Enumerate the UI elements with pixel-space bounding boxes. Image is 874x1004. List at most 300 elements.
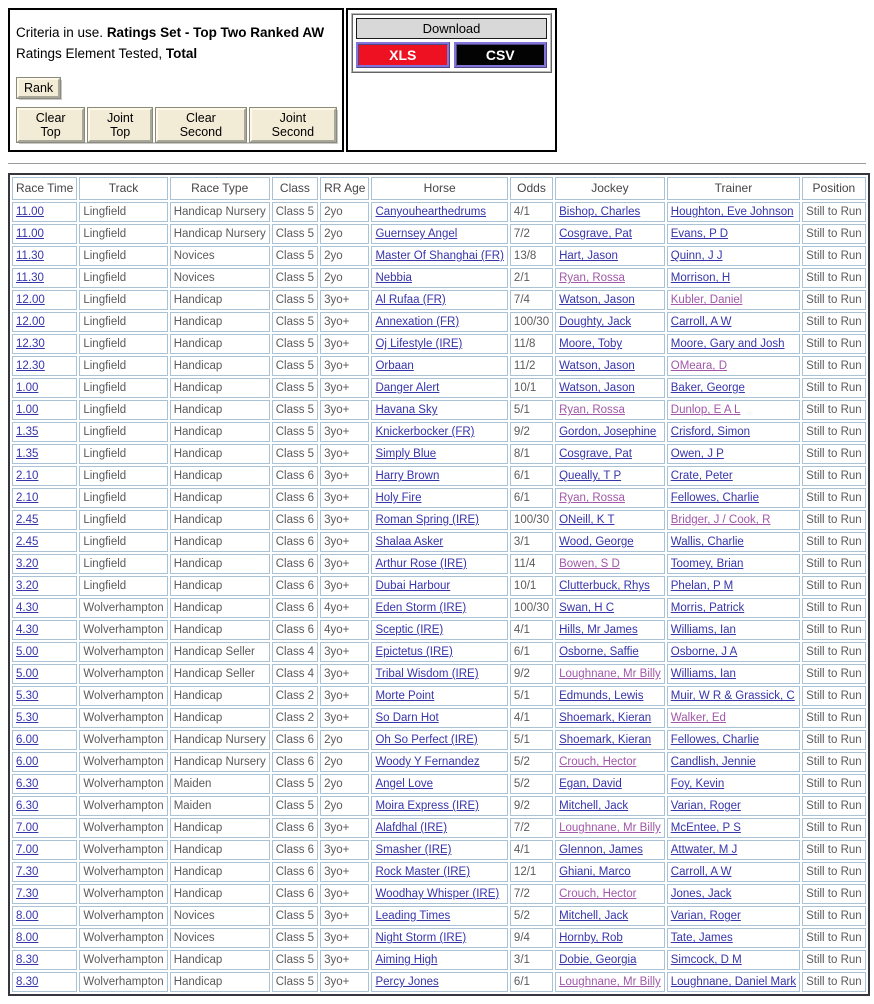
jockey-link-cell (555, 356, 665, 376)
class-cell: Class 6 (272, 620, 318, 640)
race-time-link[interactable]: 12.30 (16, 360, 45, 372)
trainer-link[interactable]: Owen, J P (670, 448, 724, 460)
trainer-link[interactable]: Simcock, D M (670, 954, 742, 966)
trainer-link[interactable]: Kubler, Daniel (670, 294, 743, 306)
rr-age-cell: 3yo+ (320, 840, 369, 860)
horse-link-cell (371, 422, 507, 442)
track-cell: Wolverhampton (79, 950, 167, 970)
track-cell: Lingfield (79, 356, 167, 376)
joint-top-button[interactable]: Joint Top (88, 108, 152, 142)
horse-link[interactable]: Alafdhal (IRE) (375, 822, 448, 834)
race-time-link-cell (12, 378, 77, 398)
race-time-link[interactable]: 5.00 (16, 668, 39, 680)
column-header-trainer: Trainer (667, 177, 800, 200)
jockey-link[interactable]: Loughnane, Mr Billy (559, 668, 661, 680)
class-cell: Class 2 (272, 708, 318, 728)
horse-link[interactable]: Leading Times (375, 910, 451, 922)
horse-link[interactable]: Harry Brown (375, 470, 440, 482)
table-row (12, 950, 866, 970)
column-header-class: Class (272, 177, 318, 200)
jockey-link-cell (555, 862, 665, 882)
trainer-link[interactable]: Morris, Patrick (670, 602, 745, 614)
jockey-link[interactable]: Hornby, Rob (559, 932, 623, 944)
race-time-link-cell (12, 268, 77, 288)
table-row (12, 466, 866, 486)
position-cell: Still to Run (802, 202, 866, 222)
jockey-link[interactable]: Bowen, S D (559, 558, 620, 570)
jockey-link-cell (555, 510, 665, 530)
jockey-link[interactable]: Osborne, Saffie (559, 646, 639, 658)
jockey-link[interactable]: Edmunds, Lewis (559, 690, 644, 702)
download-inner (351, 13, 552, 73)
race-time-link[interactable]: 4.30 (16, 624, 39, 636)
race-time-link-cell (12, 202, 77, 222)
download-title: Download (356, 18, 547, 39)
jockey-link[interactable]: Queally, T P (559, 470, 622, 482)
table-row (12, 334, 866, 354)
jockey-link[interactable]: Loughnane, Mr Billy (559, 976, 661, 988)
trainer-link[interactable]: Crate, Peter (670, 470, 733, 482)
jockey-link[interactable]: Crouch, Hector (559, 888, 637, 900)
odds-cell: 3/1 (510, 950, 553, 970)
horse-link[interactable]: Knickerbocker (FR) (375, 426, 475, 438)
trainer-link[interactable]: Baker, George (670, 382, 745, 394)
race-time-link[interactable]: 7.00 (16, 844, 39, 856)
column-header-jockey: Jockey (555, 177, 665, 200)
horse-link[interactable]: Woodhay Whisper (IRE) (375, 888, 500, 900)
horse-link-cell (371, 730, 507, 750)
horse-link-cell (371, 488, 507, 508)
xls-download-button[interactable]: XLS (356, 42, 450, 68)
race-time-link-cell (12, 224, 77, 244)
race-time-link[interactable]: 1.35 (16, 426, 39, 438)
rr-age-cell: 2yo (320, 202, 369, 222)
trainer-link[interactable]: Bridger, J / Cook, R (670, 514, 771, 526)
jockey-link-cell (555, 598, 665, 618)
rr-age-cell: 3yo+ (320, 400, 369, 420)
class-cell: Class 5 (272, 378, 318, 398)
horse-link[interactable]: Simply Blue (375, 448, 437, 460)
horse-link-cell (371, 884, 507, 904)
trainer-link[interactable]: Phelan, P M (670, 580, 734, 592)
table-row (12, 422, 866, 442)
track-cell: Wolverhampton (79, 818, 167, 838)
table-row (12, 488, 866, 508)
track-cell: Lingfield (79, 444, 167, 464)
jockey-link[interactable]: Watson, Jason (559, 382, 635, 394)
race-time-link[interactable]: 7.00 (16, 822, 39, 834)
criteria-ratings-set: Ratings Set - Top Two Ranked AW (106, 25, 325, 40)
class-cell: Class 5 (272, 972, 318, 992)
horse-link[interactable]: Sceptic (IRE) (375, 624, 444, 636)
race-time-link[interactable]: 2.10 (16, 470, 39, 482)
table-row (12, 708, 866, 728)
criteria-element-label: Ratings Element Tested, (16, 46, 163, 61)
race-time-link[interactable]: 12.00 (16, 316, 45, 328)
jockey-link-cell (555, 378, 665, 398)
trainer-link[interactable]: Carroll, A W (670, 316, 732, 328)
race-time-link[interactable]: 7.30 (16, 888, 39, 900)
trainer-link-cell (667, 730, 800, 750)
table-row (12, 246, 866, 266)
trainer-link[interactable]: Morrison, H (670, 272, 731, 284)
race-time-link-cell (12, 356, 77, 376)
horse-link[interactable]: Holy Fire (375, 492, 422, 504)
race-time-link[interactable]: 8.00 (16, 910, 39, 922)
rr-age-cell: 2yo (320, 246, 369, 266)
jockey-link[interactable]: Cosgrave, Pat (559, 448, 632, 460)
class-cell: Class 6 (272, 510, 318, 530)
jockey-link[interactable]: Egan, David (559, 778, 622, 790)
trainer-link-cell (667, 444, 800, 464)
odds-cell: 9/2 (510, 796, 553, 816)
horse-link-cell (371, 290, 507, 310)
race-time-link[interactable]: 11.30 (16, 272, 44, 284)
trainer-link-cell (667, 554, 800, 574)
horse-link[interactable]: Tribal Wisdom (IRE) (375, 668, 479, 680)
rr-age-cell: 3yo+ (320, 928, 369, 948)
jockey-link[interactable]: Mitchell, Jack (559, 910, 629, 922)
clear-buttons-row (17, 108, 336, 142)
horse-link-cell (371, 642, 507, 662)
trainer-link[interactable]: Varian, Roger (670, 910, 741, 922)
rr-age-cell: 3yo+ (320, 906, 369, 926)
class-cell: Class 5 (272, 202, 318, 222)
trainer-link-cell (667, 246, 800, 266)
race-time-link-cell (12, 466, 77, 486)
race-time-link[interactable]: 8.00 (16, 932, 39, 944)
horse-link[interactable]: Woody Y Fernandez (375, 756, 480, 768)
horse-link-cell (371, 554, 507, 574)
jockey-link-cell (555, 576, 665, 596)
horse-link[interactable]: Rock Master (IRE) (375, 866, 471, 878)
jockey-link[interactable]: Shoemark, Kieran (559, 712, 652, 724)
odds-cell: 7/2 (510, 884, 553, 904)
trainer-link-cell (667, 664, 800, 684)
jockey-link[interactable]: Moore, Toby (559, 338, 623, 350)
jockey-link-cell (555, 224, 665, 244)
trainer-link-cell (667, 224, 800, 244)
race-time-link-cell (12, 862, 77, 882)
trainer-link[interactable]: Houghton, Eve Johnson (670, 206, 794, 218)
race-time-link[interactable]: 6.00 (16, 756, 39, 768)
race-time-link[interactable]: 5.00 (16, 646, 39, 658)
jockey-link[interactable]: Ryan, Rossa (559, 404, 625, 416)
rr-age-cell: 3yo+ (320, 510, 369, 530)
horse-link-cell (371, 444, 507, 464)
trainer-link[interactable]: Toomey, Brian (670, 558, 744, 570)
horse-link[interactable]: Guernsey Angel (375, 228, 458, 240)
jockey-link[interactable]: Glennon, James (559, 844, 643, 856)
jockey-link-cell (555, 400, 665, 420)
jockey-link[interactable]: Mitchell, Jack (559, 800, 629, 812)
jockey-link-cell (555, 774, 665, 794)
race-time-link[interactable]: 1.00 (16, 382, 39, 394)
jockey-link[interactable]: Dobie, Georgia (559, 954, 637, 966)
trainer-link[interactable]: Carroll, A W (670, 866, 732, 878)
horse-link[interactable]: Epictetus (IRE) (375, 646, 453, 658)
race-time-link[interactable]: 8.30 (16, 976, 39, 988)
rr-age-cell: 3yo+ (320, 378, 369, 398)
table-row (12, 356, 866, 376)
race-type-cell: Handicap (170, 312, 270, 332)
divider (8, 163, 866, 164)
criteria-intro: Criteria in use. (16, 25, 104, 40)
jockey-link[interactable]: Ryan, Rossa (559, 272, 625, 284)
trainer-link-cell (667, 862, 800, 882)
trainer-link-cell (667, 268, 800, 288)
race-type-cell: Handicap (170, 686, 270, 706)
horse-link[interactable]: Al Rufaa (FR) (375, 294, 446, 306)
class-cell: Class 6 (272, 730, 318, 750)
trainer-link[interactable]: Crisford, Simon (670, 426, 751, 438)
table-row (12, 730, 866, 750)
horse-link[interactable]: Master Of Shanghai (FR) (375, 250, 504, 262)
download-buttons-row (356, 42, 547, 68)
position-cell: Still to Run (802, 686, 866, 706)
trainer-link[interactable]: Jones, Jack (670, 888, 732, 900)
race-type-cell: Handicap (170, 840, 270, 860)
trainer-link-cell (667, 884, 800, 904)
horse-link-cell (371, 224, 507, 244)
trainer-link-cell (667, 422, 800, 442)
trainer-link[interactable]: Muir, W R & Grassick, C (670, 690, 795, 702)
trainer-link[interactable]: Williams, Ian (670, 668, 736, 680)
trainer-link[interactable]: Varian, Roger (670, 800, 741, 812)
race-time-link-cell (12, 422, 77, 442)
jockey-link[interactable]: Hills, Mr James (559, 624, 638, 636)
race-time-link[interactable]: 5.30 (16, 690, 39, 702)
jockey-link[interactable]: Doughty, Jack (559, 316, 632, 328)
jockey-link[interactable]: Crouch, Hector (559, 756, 637, 768)
rr-age-cell: 4yo+ (320, 598, 369, 618)
trainer-link-cell (667, 488, 800, 508)
trainer-link[interactable]: Evans, P D (670, 228, 729, 240)
horse-link[interactable]: Canyouhearthedrums (375, 206, 487, 218)
race-type-cell: Handicap (170, 510, 270, 530)
clear-top-button[interactable]: Clear Top (17, 108, 84, 142)
jockey-link[interactable]: Gordon, Josephine (559, 426, 657, 438)
clear-second-button[interactable]: Clear Second (156, 108, 246, 142)
jockey-link[interactable]: ONeill, K T (559, 514, 615, 526)
jockey-link[interactable]: Shoemark, Kieran (559, 734, 652, 746)
race-time-link[interactable]: 11.00 (16, 228, 44, 240)
jockey-link[interactable]: Ryan, Rossa (559, 492, 625, 504)
top-panels (8, 8, 866, 152)
horse-link[interactable]: Night Storm (IRE) (375, 932, 467, 944)
race-type-cell: Handicap (170, 356, 270, 376)
horse-link[interactable]: Arthur Rose (IRE) (375, 558, 467, 570)
odds-cell: 6/1 (510, 642, 553, 662)
jockey-link-cell (555, 202, 665, 222)
track-cell: Wolverhampton (79, 796, 167, 816)
race-type-cell: Handicap Seller (170, 664, 270, 684)
jockey-link[interactable]: Bishop, Charles (559, 206, 641, 218)
odds-cell: 11/2 (510, 356, 553, 376)
race-time-link[interactable]: 6.30 (16, 800, 39, 812)
rank-button[interactable]: Rank (17, 78, 60, 98)
horse-link[interactable]: Morte Point (375, 690, 435, 702)
horse-link[interactable]: Orbaan (375, 360, 414, 372)
horse-link[interactable]: Shalaa Asker (375, 536, 444, 548)
jockey-link[interactable]: Swan, H C (559, 602, 615, 614)
trainer-link[interactable]: Candlish, Jennie (670, 756, 756, 768)
jockey-link[interactable]: Ghiani, Marco (559, 866, 631, 878)
jockey-link[interactable]: Watson, Jason (559, 294, 635, 306)
odds-cell: 10/1 (510, 576, 553, 596)
race-type-cell: Novices (170, 268, 270, 288)
horse-link-cell (371, 928, 507, 948)
odds-cell: 3/1 (510, 532, 553, 552)
horse-link[interactable]: Roman Spring (IRE) (375, 514, 479, 526)
race-type-cell: Handicap (170, 554, 270, 574)
trainer-link[interactable]: Osborne, J A (670, 646, 738, 658)
race-type-cell: Handicap (170, 884, 270, 904)
races-table-body (12, 202, 866, 992)
class-cell: Class 5 (272, 796, 318, 816)
horse-link-cell (371, 862, 507, 882)
race-time-link-cell (12, 400, 77, 420)
horse-link-cell (371, 378, 507, 398)
rr-age-cell: 3yo+ (320, 818, 369, 838)
trainer-link-cell (667, 928, 800, 948)
race-type-cell: Handicap (170, 290, 270, 310)
horse-link[interactable]: Aiming High (375, 954, 438, 966)
race-time-link[interactable]: 7.30 (16, 866, 39, 878)
race-time-link[interactable]: 2.10 (16, 492, 39, 504)
table-row (12, 972, 866, 992)
race-time-link[interactable]: 11.30 (16, 250, 44, 262)
horse-link[interactable]: Angel Love (375, 778, 433, 790)
class-cell: Class 5 (272, 312, 318, 332)
race-type-cell: Handicap (170, 466, 270, 486)
position-cell: Still to Run (802, 884, 866, 904)
track-cell: Wolverhampton (79, 906, 167, 926)
horse-link-cell (371, 950, 507, 970)
horse-link-cell (371, 510, 507, 530)
jockey-link-cell (555, 466, 665, 486)
race-time-link[interactable]: 3.20 (16, 580, 39, 592)
track-cell: Lingfield (79, 510, 167, 530)
race-time-link[interactable]: 8.30 (16, 954, 39, 966)
jockey-link[interactable]: Loughnane, Mr Billy (559, 822, 661, 834)
position-cell: Still to Run (802, 730, 866, 750)
joint-second-button[interactable]: Joint Second (250, 108, 336, 142)
trainer-link[interactable]: Williams, Ian (670, 624, 736, 636)
csv-download-button[interactable]: CSV (454, 42, 548, 68)
table-row (12, 554, 866, 574)
trainer-link[interactable]: Fellowes, Charlie (670, 734, 759, 746)
horse-link-cell (371, 312, 507, 332)
rr-age-cell: 3yo+ (320, 642, 369, 662)
odds-cell: 7/4 (510, 290, 553, 310)
race-time-link[interactable]: 2.45 (16, 514, 39, 526)
horse-link[interactable]: Nebbia (375, 272, 412, 284)
odds-cell: 5/1 (510, 730, 553, 750)
horse-link[interactable]: Annexation (FR) (375, 316, 460, 328)
table-row (12, 576, 866, 596)
track-cell: Lingfield (79, 268, 167, 288)
race-time-link[interactable]: 12.00 (16, 294, 45, 306)
horse-link[interactable]: Danger Alert (375, 382, 440, 394)
jockey-link-cell (555, 686, 665, 706)
odds-cell: 4/1 (510, 620, 553, 640)
table-row (12, 510, 866, 530)
trainer-link-cell (667, 400, 800, 420)
race-time-link[interactable]: 1.35 (16, 448, 39, 460)
race-type-cell: Handicap Nursery (170, 752, 270, 772)
horse-link[interactable]: Havana Sky (375, 404, 438, 416)
rr-age-cell: 3yo+ (320, 708, 369, 728)
trainer-link[interactable]: Fellowes, Charlie (670, 492, 759, 504)
race-time-link[interactable]: 6.00 (16, 734, 39, 746)
odds-cell: 2/1 (510, 268, 553, 288)
horse-link[interactable]: Eden Storm (IRE) (375, 602, 467, 614)
trainer-link[interactable]: Wallis, Charlie (670, 536, 744, 548)
horse-link[interactable]: Oj Lifestyle (IRE) (375, 338, 463, 350)
horse-link[interactable]: Percy Jones (375, 976, 439, 988)
trainer-link[interactable]: Quinn, J J (670, 250, 723, 262)
race-time-link-cell (12, 950, 77, 970)
race-time-link[interactable]: 1.00 (16, 404, 39, 416)
trainer-link[interactable]: Attwater, M J (670, 844, 738, 856)
jockey-link[interactable]: Hart, Jason (559, 250, 618, 262)
jockey-link[interactable]: Wood, George (559, 536, 634, 548)
race-time-link-cell (12, 554, 77, 574)
trainer-link[interactable]: Moore, Gary and Josh (670, 338, 785, 350)
odds-cell: 9/2 (510, 422, 553, 442)
jockey-link[interactable]: Clutterbuck, Rhys (559, 580, 650, 592)
odds-cell: 6/1 (510, 466, 553, 486)
trainer-link[interactable]: Loughnane, Daniel Mark (670, 976, 797, 988)
race-time-link[interactable]: 2.45 (16, 536, 39, 548)
trainer-link[interactable]: Foy, Kevin (670, 778, 725, 790)
race-time-link[interactable]: 6.30 (16, 778, 39, 790)
jockey-link[interactable]: Watson, Jason (559, 360, 635, 372)
race-time-link[interactable]: 5.30 (16, 712, 39, 724)
class-cell: Class 5 (272, 268, 318, 288)
race-time-link-cell (12, 818, 77, 838)
horse-link[interactable]: Oh So Perfect (IRE) (375, 734, 478, 746)
jockey-link[interactable]: Cosgrave, Pat (559, 228, 632, 240)
race-time-link-cell (12, 576, 77, 596)
race-time-link[interactable]: 11.00 (16, 206, 44, 218)
race-type-cell: Handicap (170, 444, 270, 464)
race-time-link-cell (12, 774, 77, 794)
race-type-cell: Handicap (170, 422, 270, 442)
race-time-link[interactable]: 3.20 (16, 558, 39, 570)
track-cell: Wolverhampton (79, 620, 167, 640)
race-type-cell: Handicap (170, 818, 270, 838)
trainer-link[interactable]: Tate, James (670, 932, 733, 944)
horse-link[interactable]: Dubai Harbour (375, 580, 451, 592)
trainer-link[interactable]: McEntee, P S (670, 822, 741, 834)
rr-age-cell: 3yo+ (320, 356, 369, 376)
race-type-cell: Novices (170, 906, 270, 926)
race-time-link[interactable]: 4.30 (16, 602, 39, 614)
class-cell: Class 5 (272, 906, 318, 926)
race-type-cell: Handicap Seller (170, 642, 270, 662)
trainer-link[interactable]: Dunlop, E A L (670, 404, 741, 416)
horse-link[interactable]: Smasher (IRE) (375, 844, 452, 856)
horse-link[interactable]: So Darn Hot (375, 712, 439, 724)
race-time-link[interactable]: 12.30 (16, 338, 45, 350)
horse-link[interactable]: Moira Express (IRE) (375, 800, 479, 812)
track-cell: Lingfield (79, 466, 167, 486)
trainer-link[interactable]: Walker, Ed (670, 712, 726, 724)
position-cell: Still to Run (802, 356, 866, 376)
trainer-link[interactable]: OMeara, D (670, 360, 728, 372)
